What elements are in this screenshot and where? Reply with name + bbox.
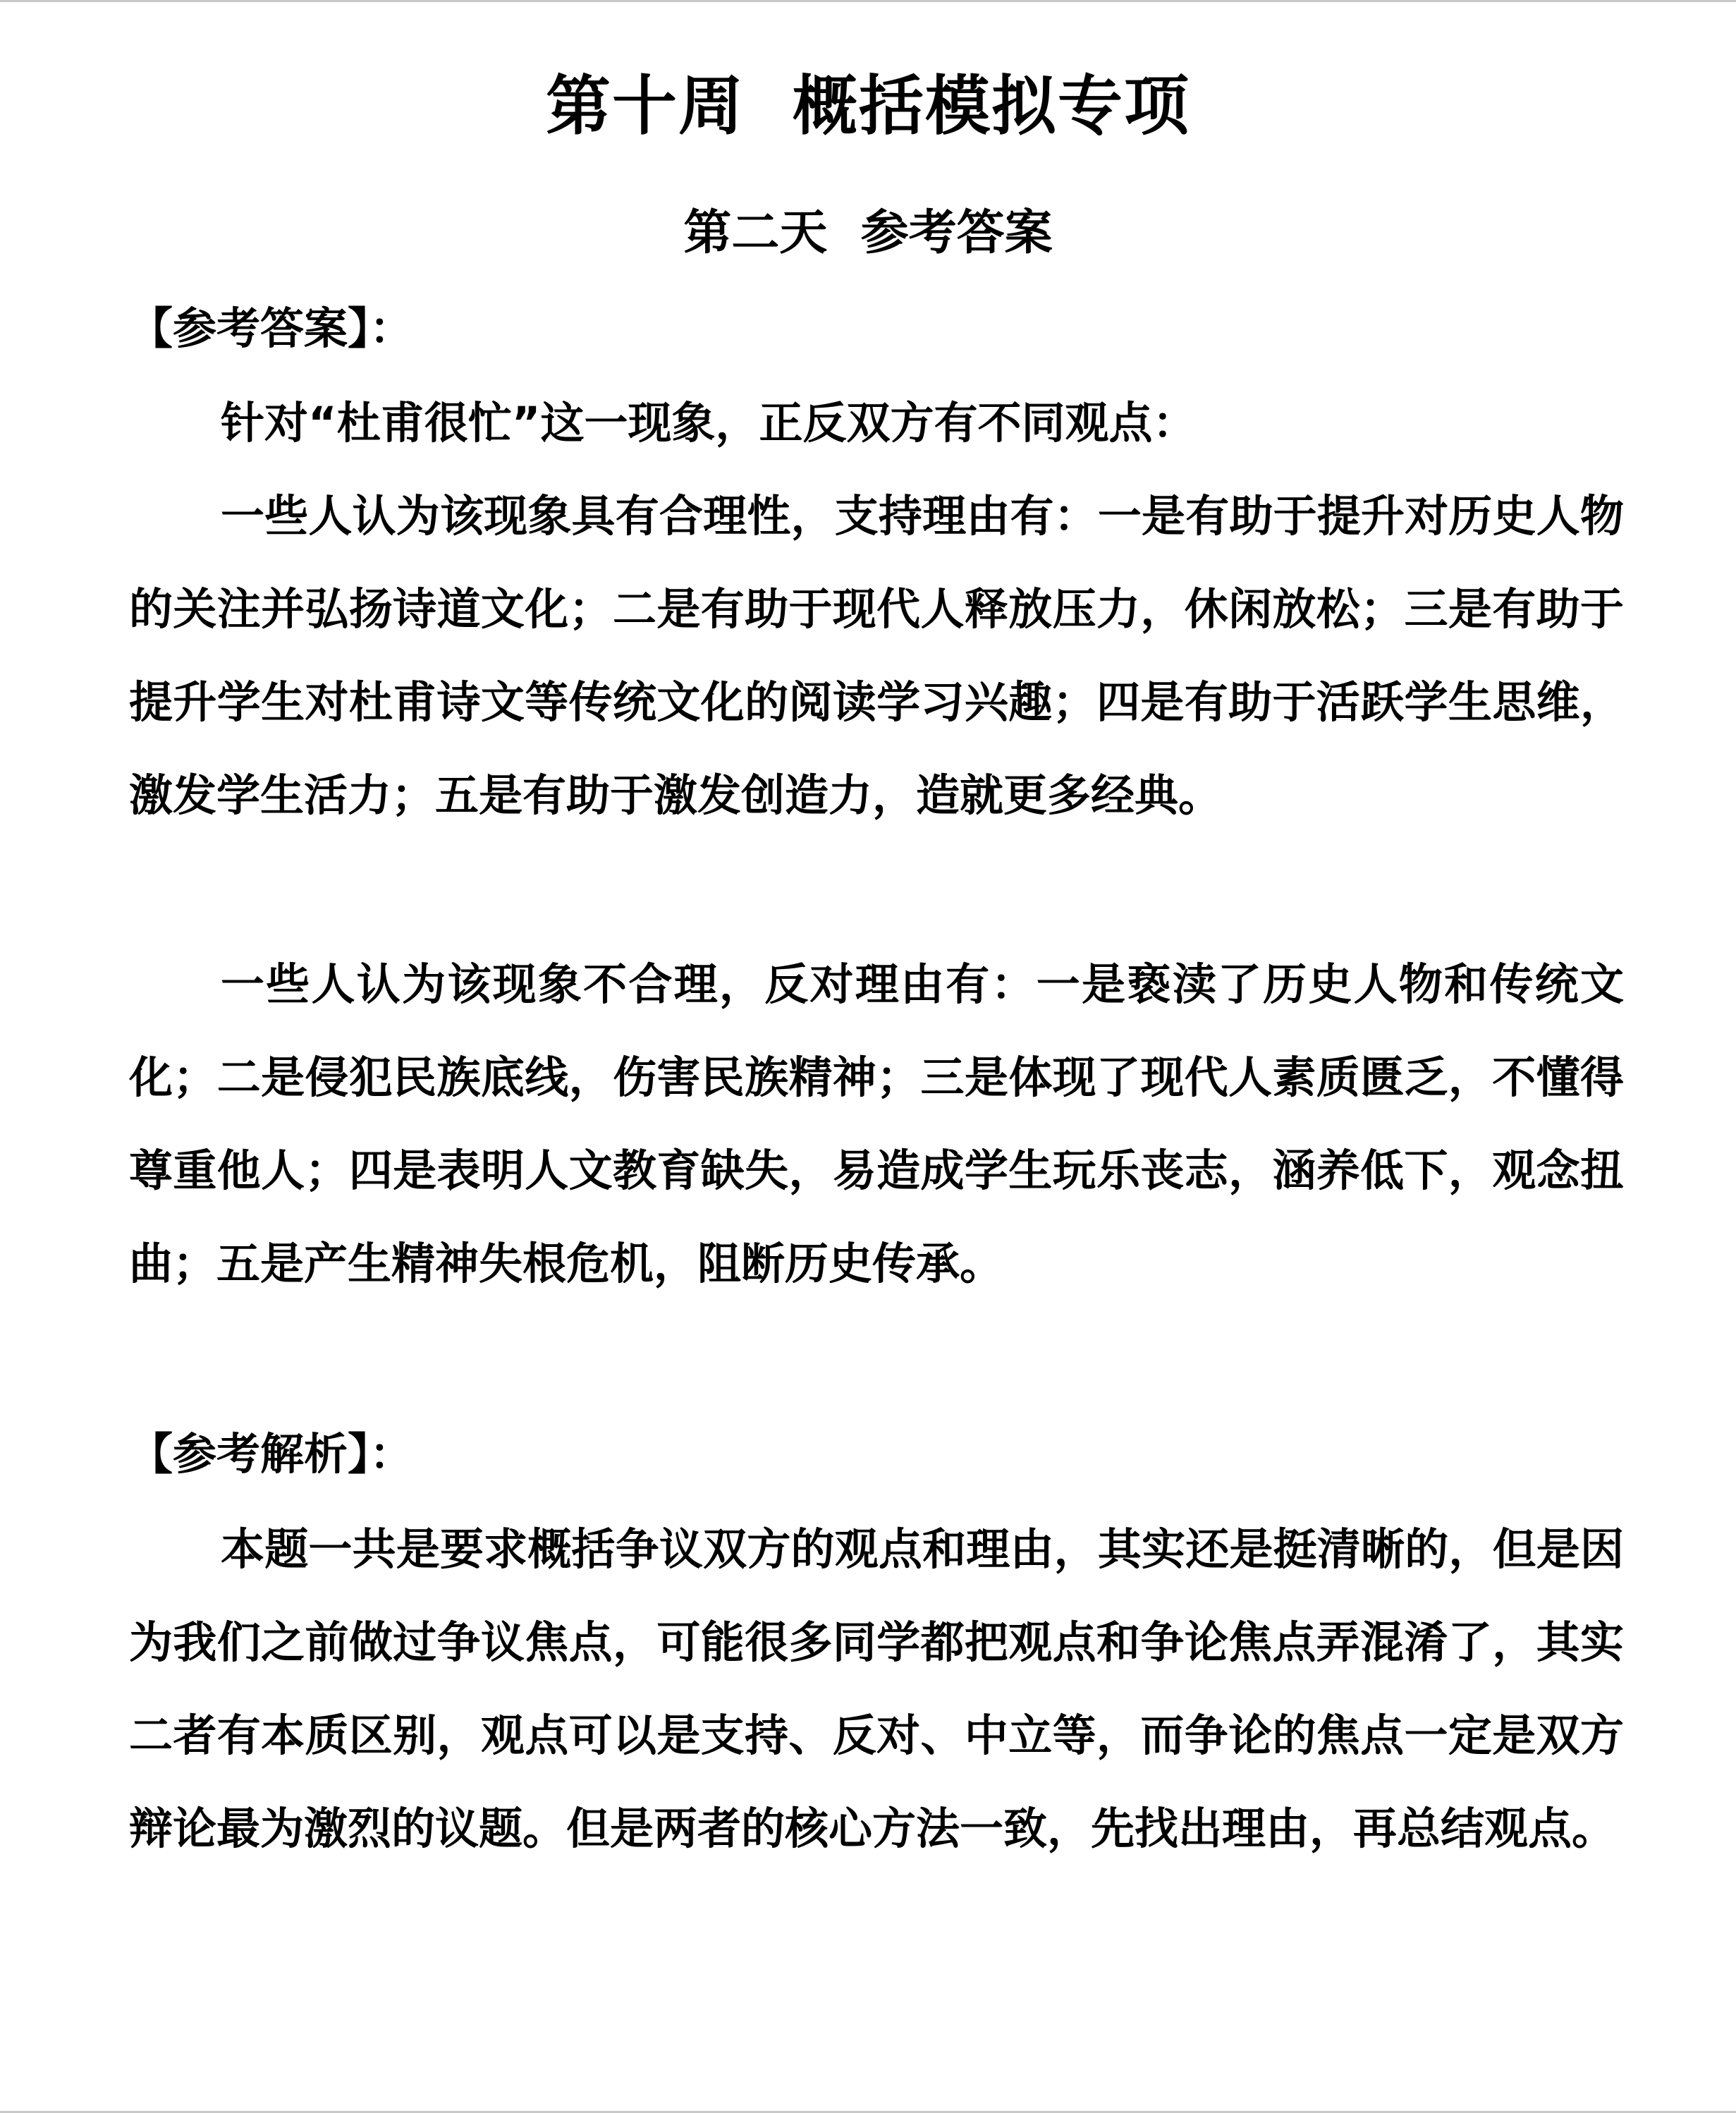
- answer-intro-paragraph: 针对“杜甫很忙”这一现象，正反双方有不同观点：: [221, 397, 1197, 449]
- answer-heading: 【参考答案】：: [129, 303, 414, 354]
- document-subtitle: 第二天 参考答案: [683, 205, 1053, 261]
- document-title: 第十周 概括模拟专项: [545, 68, 1191, 144]
- analysis-body-paragraph: 本题一共是要求概括争议双方的观点和理由，其实还是挺清晰的，但是因为我们之前做过争议焦点，可能很多同学都把观点和争论焦点弄混淆了，其实二者有本质区别，观点可以是支持、反对、中立等，而争论的焦点一定是双方辩论最为激烈的议题。但是两者的核心方法一致，先找出理由，再总结观点。: [129, 1523, 1624, 1854]
- answer-con-paragraph: 一些人认为该现象不合理，反对理由有：一是亵渎了历史人物和传统文化；二是侵犯民族底线，伤害民族精神；三是体现了现代人素质匮乏，不懂得尊重他人；四是表明人文教育缺失，易造成学生玩乐丧志，涵养低下，观念扭曲；五是产生精神失根危机，阻断历史传承。: [129, 958, 1624, 1289]
- answer-pro-paragraph: 一些人认为该现象具有合理性，支持理由有：一是有助于提升对历史人物的关注并弘扬诗道文化；二是有助于现代人释放压力，休闲放松；三是有助于提升学生对杜甫诗文等传统文化的阅读学习兴趣；四是有助于活跃学生思维，激发学生活力；五是有助于激发创造力，造就更多经典。: [129, 490, 1624, 821]
- analysis-heading: 【参考解析】：: [129, 1428, 414, 1480]
